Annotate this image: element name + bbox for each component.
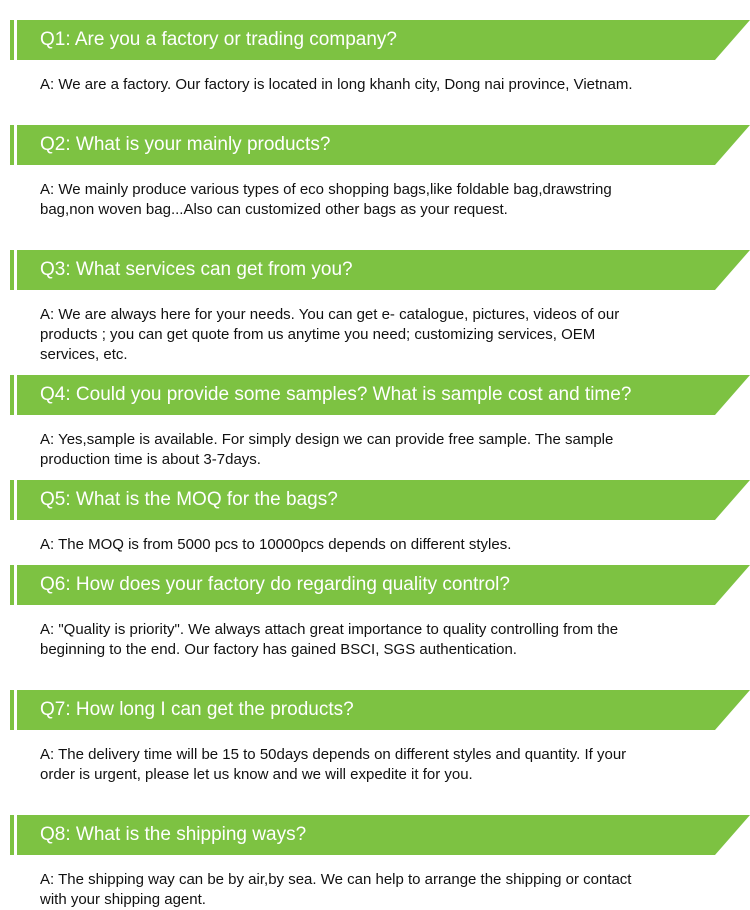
answer-text: A: We mainly produce various types of eco shopping bags,like foldable bag,drawstring bag,non woven bag...Also can customized other bags as your request.	[40, 181, 612, 218]
question-banner	[10, 480, 750, 520]
answer-text: A: We are always here for your needs. You can get e- catalogue, pictures, videos of our products ; you can get quote from us anytime you need; customizing services, OEM services, etc.	[40, 306, 620, 363]
question-text: Q1: Are you a factory or trading company?	[40, 29, 397, 50]
answer-text: A: We are a factory. Our factory is located in long khanh city, Dong nai province, Vietnam.	[40, 76, 633, 93]
question-text: Q6: How does your factory do regarding quality control?	[40, 574, 510, 595]
question-text: Q4: Could you provide some samples? What is sample cost and time?	[40, 384, 632, 405]
question-banner	[10, 690, 750, 730]
question-banner	[10, 125, 750, 165]
question-banner	[10, 250, 750, 290]
answer-text: A: The delivery time will be 15 to 50days depends on different styles and quantity. If your order is urgent, please let us know and we will expedite it for you.	[40, 746, 627, 783]
answer-text: A: "Quality is priority". We always attach great importance to quality controlling from the beginning to the end. Our factory has gained BSCI, SGS authentication.	[40, 621, 619, 658]
question-banner	[10, 815, 750, 855]
answer-text: A: The shipping way can be by air,by sea. We can help to arrange the shipping or contact with your shipping agent.	[40, 871, 632, 908]
question-text: Q2: What is your mainly products?	[40, 134, 331, 155]
answer-text: A: Yes,sample is available. For simply design we can provide free sample. The sample production time is about 3-7days.	[40, 431, 614, 468]
question-text: Q8: What is the shipping ways?	[40, 824, 307, 845]
question-banner	[10, 20, 750, 60]
question-banner	[10, 375, 750, 415]
question-text: Q5: What is the MOQ for the bags?	[40, 489, 338, 510]
question-text: Q3: What services can get from you?	[40, 259, 353, 280]
answer-text: A: The MOQ is from 5000 pcs to 10000pcs depends on different styles.	[40, 536, 512, 553]
question-text: Q7: How long I can get the products?	[40, 699, 354, 720]
question-banner	[10, 565, 750, 605]
